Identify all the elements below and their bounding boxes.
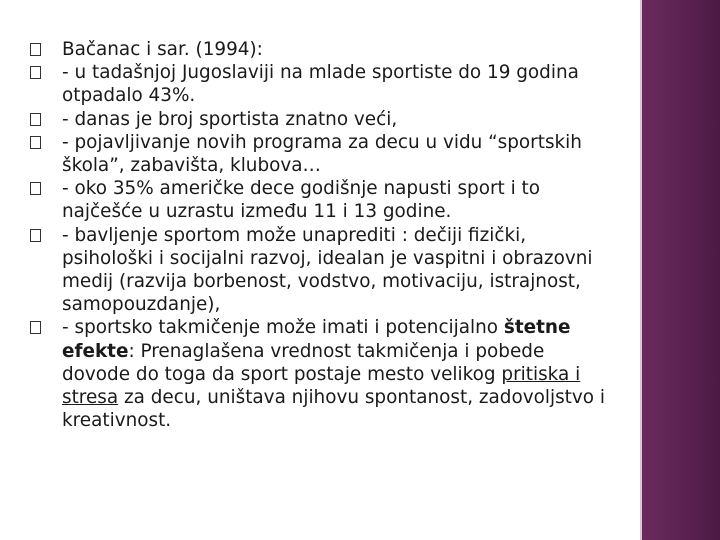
square-bullet-icon — [30, 182, 41, 195]
list-item-text: Bačanac i sar. (1994): — [62, 39, 263, 60]
square-bullet-icon — [30, 43, 41, 56]
list-item-text-part: : Prenaglašena vrednost takmičenja i pobede dovode do toga da sport postaje mesto velikog — [62, 340, 545, 385]
list-item — [28, 316, 618, 432]
square-bullet-icon — [30, 113, 41, 126]
decorative-side-panel — [642, 0, 720, 540]
list-item-text-part: - sportsko takmičenje može imati i potencijalno — [62, 317, 499, 339]
list-item — [28, 224, 618, 317]
list-item — [28, 61, 618, 107]
list-item — [28, 108, 618, 131]
list-item-text: - oko 35% američke dece godišnje napusti sport i to najčešće u uzrastu između 11 i 13 godine. — [62, 178, 541, 223]
square-bullet-icon — [30, 66, 41, 79]
square-bullet-icon — [30, 321, 41, 334]
square-bullet-icon — [30, 136, 41, 149]
list-item-text: - danas je broj sportista znatno veći, — [62, 108, 398, 130]
list-item-text: - bavljenje sportom može unaprediti : dečiji fizički, psihološki i socijalni razvoj, idealan je vaspitni i obrazovni medij (razvija borbenost, vodstvo, motivaciju, istrajnost, samopouzdanje), — [62, 224, 593, 316]
list-item-text: - u tadašnjoj Jugoslaviji na mlade sportiste do 19 godina otpadalo 43%. — [62, 62, 579, 107]
underlined-text: pritiska i stresa — [62, 363, 581, 409]
list-item — [28, 177, 618, 223]
bullet-list — [28, 38, 618, 432]
list-item — [28, 38, 618, 61]
emphasized-text: štetne efekte — [62, 317, 571, 362]
list-item-text: - pojavljivanje novih programa za decu u vidu “sportskih škola”, zabavišta, klubova… — [62, 131, 582, 177]
list-item-text-part: za decu, uništava njihovu spontanost, zadovoljstvo i kreativnost. — [62, 387, 605, 432]
square-bullet-icon — [30, 229, 41, 242]
list-item — [28, 131, 618, 177]
